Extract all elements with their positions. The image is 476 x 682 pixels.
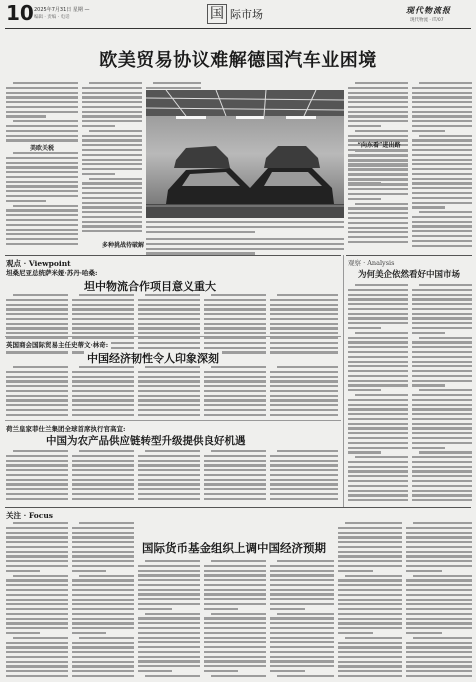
lead-col-5 (412, 82, 472, 248)
paper-sub: 现代物流 · IT/07 (410, 18, 444, 23)
viewpoint-divider-2 (5, 420, 341, 421)
section-char: 国 (210, 6, 224, 22)
date-line: 2025年7月31日 星期 — (34, 7, 90, 13)
viewpoint-3-col-3 (138, 450, 200, 502)
photo-caption (146, 221, 344, 235)
viewpoint-label: 观点 · Viewpoint (6, 259, 71, 268)
viewpoint-2-headline: 中国经济韧性令人印象深刻 (84, 350, 222, 366)
viewpoint-2-col-4 (204, 366, 266, 416)
page-number: 10 (6, 1, 34, 25)
focus-rule (5, 507, 471, 508)
viewpoint-3-col-1 (6, 450, 68, 502)
lead-headline: 欧美贸易协议难解德国汽车业困境 (99, 50, 377, 71)
focus-col-3 (138, 560, 200, 678)
focus-headline: 国际货币基金组织上调中国经济预期 (142, 541, 326, 555)
lead-col-1 (6, 82, 78, 142)
analysis-col-1 (348, 284, 408, 504)
viewpoint-1-col-4 (204, 294, 266, 354)
section-name: 际市场 (230, 8, 263, 21)
viewpoint-1-headline: 坦中物流合作项目意义重大 (84, 280, 216, 293)
viewpoint-rule (5, 255, 341, 256)
viewpoint-1-col-3 (138, 294, 200, 354)
editor-line: 编辑 · 责编 · 电话 (34, 15, 70, 20)
analysis-col-2 (412, 284, 472, 504)
analysis-headline: 为何美企依然看好中国市场 (357, 270, 460, 280)
masthead (0, 0, 476, 30)
viewpoint-3-headline: 中国为农产品供应链转型升级提供良好机遇 (46, 435, 246, 447)
masthead-rule (5, 28, 471, 29)
viewpoint-3-col-2 (72, 450, 134, 502)
focus-label: 关注 · Focus (6, 511, 53, 520)
viewpoint-3-kicker: 荷兰皇家菲仕兰集团全球首席执行官高宜: (6, 425, 126, 433)
viewpoint-2-col-5 (270, 366, 338, 416)
focus-col-4 (204, 560, 266, 678)
column-divider (343, 255, 344, 507)
lead-left-subheading: 美欧关税 (29, 145, 54, 152)
focus-col-5 (270, 560, 334, 678)
viewpoint-2-col-3 (138, 366, 200, 416)
section-char-box (207, 4, 227, 24)
lead-col-4b (348, 150, 408, 246)
viewpoint-3-col-5 (270, 450, 338, 502)
viewpoint-2-col-1 (6, 366, 68, 416)
viewpoint-1-kicker: 坦桑尼亚总统萨米娅·苏丹·哈桑: (6, 269, 98, 277)
paper-name: 现代物流报 (406, 5, 451, 15)
analysis-label: 观察 · Analysis (348, 259, 395, 267)
lead-bottom-subheading: 多种挑战待破解 (101, 242, 144, 249)
viewpoint-divider-1 (5, 336, 341, 337)
car-assembly-illustration (146, 90, 344, 218)
viewpoint-3-col-4 (204, 450, 266, 502)
viewpoint-2-kicker: 英国商会国际贸易主任史蒂文·林奇: (6, 340, 111, 349)
viewpoint-1-col-5 (270, 294, 338, 354)
car-assembly-photo (146, 90, 344, 218)
quote-title: “向东看”进出路 (357, 142, 401, 149)
focus-col-6 (338, 522, 402, 678)
lead-col-2 (82, 82, 142, 232)
focus-col-7 (406, 522, 472, 678)
focus-col-2 (72, 522, 134, 678)
focus-col-1 (6, 522, 68, 678)
lead-col-1b (6, 152, 78, 248)
viewpoint-2-col-2 (72, 366, 134, 416)
analysis-rule (346, 255, 472, 256)
